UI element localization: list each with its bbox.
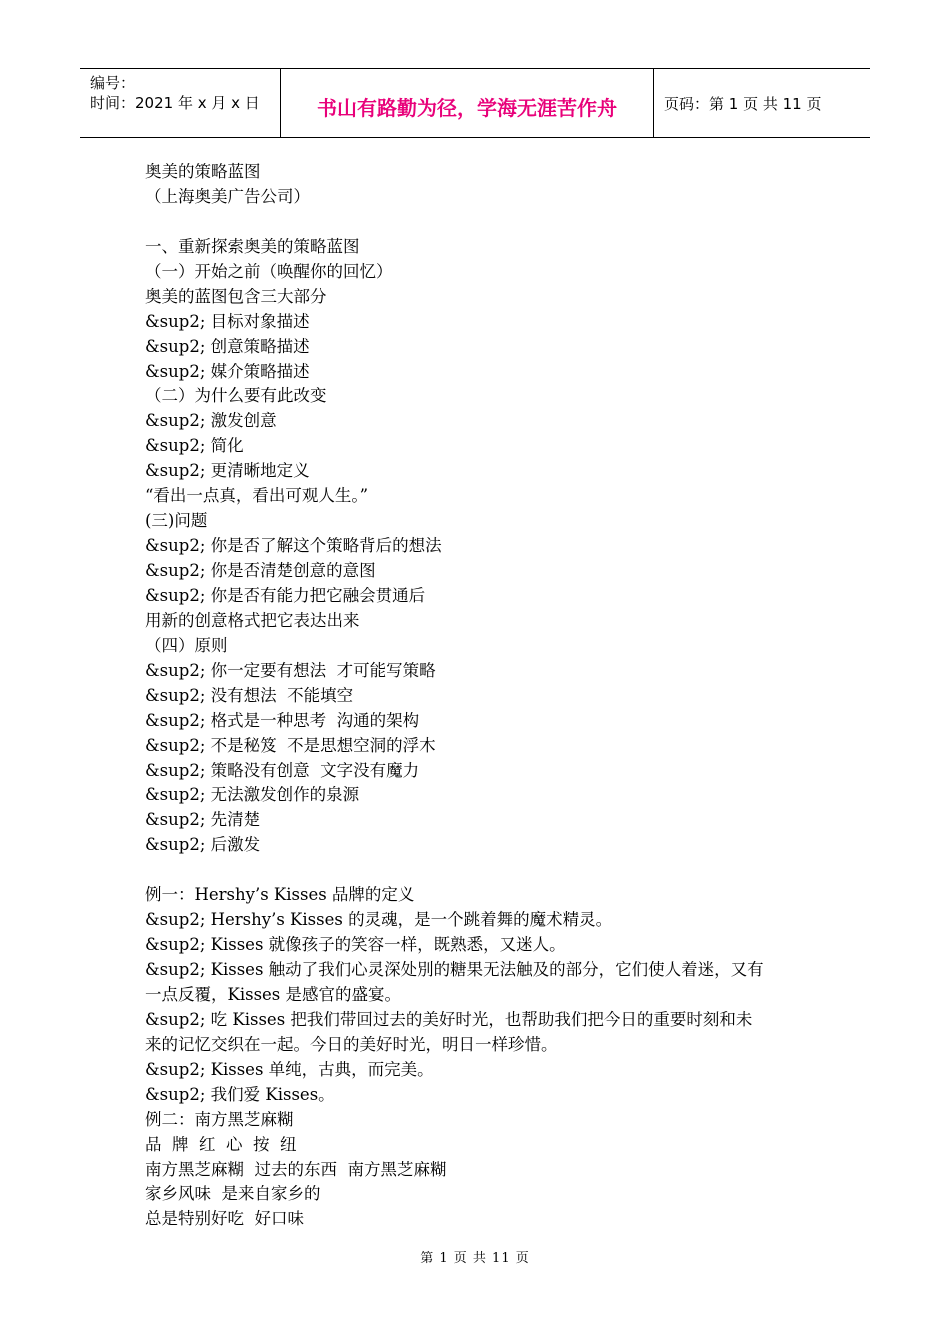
body-line: 用新的创意格式把它表达出来	[145, 610, 360, 630]
page-footer: 第 1 页 共 11 页	[420, 1251, 530, 1266]
body-line	[145, 210, 825, 235]
body-line: 一点反覆，Kisses 是感官的盛宴。	[145, 984, 402, 1004]
body-line: &sup2; 策略没有创意 文字没有魔力	[145, 760, 420, 780]
body-line: 奥美的蓝图包含三大部分	[145, 286, 327, 306]
body-line: &sup2; 先清楚	[145, 810, 261, 830]
body-line: &sup2; Hershy’s Kisses 的灵魂，是一个跳着舞的魔术精灵。	[145, 910, 613, 930]
body-line: &sup2; 不是秘笈 不是思想空洞的浮木	[145, 735, 436, 755]
body-line: &sup2; 激发创意	[145, 411, 277, 431]
body-line: &sup2; 无法激发创作的泉源	[145, 785, 360, 805]
document-date: 时间：2021 年 x 月 x 日	[90, 94, 260, 112]
body-line: (三)问题	[145, 511, 208, 531]
body-line: 例一：Hershy’s Kisses 品牌的定义	[145, 885, 415, 905]
body-line: &sup2; 你是否清楚创意的意图	[145, 561, 376, 580]
document-number-label: 编号：	[90, 74, 136, 92]
body-line: 品 牌 红 心 按 纽	[145, 1134, 297, 1154]
header-meta	[80, 69, 281, 137]
body-line: &sup2; 简化	[145, 436, 244, 456]
body-line: &sup2; Kisses 触动了我们心灵深处別的糖果无法触及的部分，它们使人着迷，又有	[145, 960, 764, 979]
body-line: &sup2; 目标对象描述	[145, 311, 310, 331]
body-line: &sup2; 格式是一种思考 沟通的架构	[145, 710, 420, 730]
body-line: （二）为什么要有此改变	[145, 386, 327, 406]
body-line: 来的记忆交织在一起。今日的美好时光，明日一样珍惜。	[145, 1034, 558, 1054]
body-line: &sup2; 媒介策略描述	[145, 361, 310, 381]
body-line: &sup2; Kisses 单纯，古典，而完美。	[145, 1059, 434, 1079]
body-line: 例二：南方黑芝麻糊	[145, 1109, 294, 1129]
document-body	[145, 160, 825, 1232]
body-line: 一、重新探索奥美的策略蓝图	[145, 236, 360, 256]
body-line: &sup2; 我们爱 Kisses。	[145, 1084, 335, 1104]
body-line: &sup2; 创意策略描述	[145, 336, 310, 356]
body-line: &sup2; 你是否了解这个策略背后的想法	[145, 536, 442, 556]
header-page-info: 页码：第 1 页 共 11 页	[664, 95, 822, 113]
body-line: （上海奥美广告公司）	[145, 186, 310, 206]
body-line: （四）原则	[145, 635, 228, 655]
body-line: （一）开始之前（唤醒你的回忆）	[145, 261, 393, 281]
body-line: 家乡风味 是来自家乡的	[145, 1184, 321, 1204]
body-line: &sup2; 没有想法 不能填空	[145, 685, 354, 705]
body-line: 总是特别好吃 好口味	[145, 1209, 304, 1229]
header-motto: 书山有路勤为径，学海无涯苦作舟	[281, 69, 654, 137]
page-header	[80, 68, 870, 138]
body-line: &sup2; 你一定要有想法 才可能写策略	[145, 660, 436, 680]
body-line: &sup2; 你是否有能力把它融会贯通后	[145, 585, 426, 605]
body-line: 奥美的策略蓝图	[145, 162, 261, 181]
body-line: &sup2; 后激发	[145, 835, 261, 855]
body-line: 南方黑芝麻糊 过去的东西 南方黑芝麻糊	[145, 1159, 447, 1179]
body-line: &sup2; 更清晰地定义	[145, 461, 310, 481]
body-line	[145, 858, 825, 883]
body-line: “看出一点真，看出可观人生。”	[145, 486, 369, 506]
body-line: &sup2; Kisses 就像孩子的笑容一样，既熟悉，又迷人。	[145, 935, 566, 955]
body-line: &sup2; 吃 Kisses 把我们带回过去的美好时光，也帮助我们把今日的重要时刻和未	[145, 1009, 753, 1029]
